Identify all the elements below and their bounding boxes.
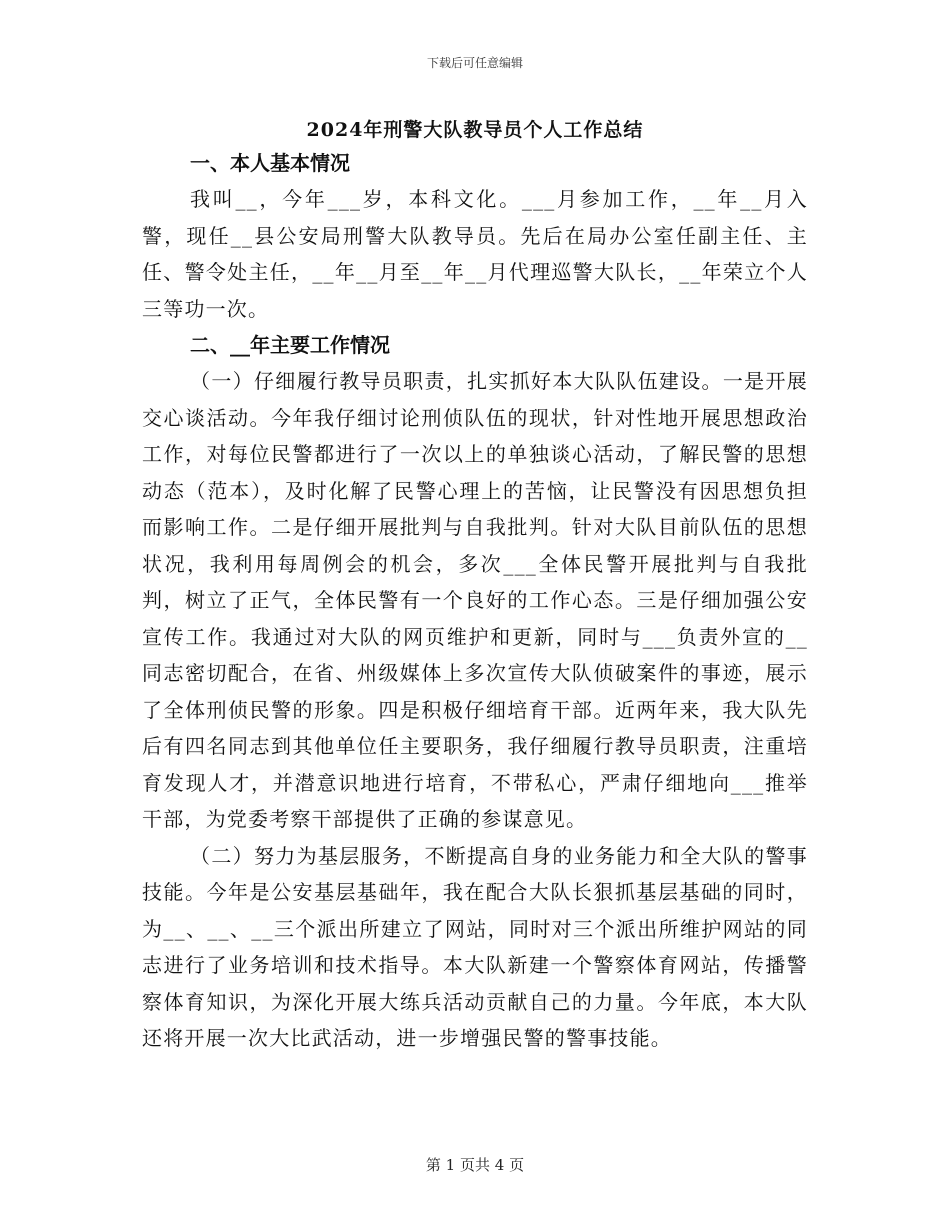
paragraph-service: （二）努力为基层服务，不断提高自身的业务能力和全大队的警事技能。今年是公安基层基础年，我在配合大队长狠抓基层基础的同时，为__、__、__三个派出所建立了网站，同时对三个派出所维护网站的同志进行了业务培训和技术指导。本大队新建一个警察体育网站，传播警察体育知识，为深化开展大练兵活动贡献自己的力量。今年底，本大队还将开展一次大比武活动，进一步增强民警的警事技能。 [142,843,808,1050]
paragraph-basic-info: 我叫__，今年___岁，本科文化。___月参加工作，__年__月入警，现任__县公安局刑警大队教导员。先后在局办公室任副主任、主任、警令处主任，__年__月至__年__月代理巡警大队长，__年荣立个人三等功一次。 [142,187,808,321]
page-footer: 第 1 页共 4 页 [425,1156,525,1174]
document-body [142,145,808,1057]
section-heading-basic-info: 一、本人基本情况 [190,151,350,175]
section-heading-main-work: 二、__年主要工作情况 [190,333,390,357]
header-note: 下载后可任意编辑 [426,56,523,70]
document-title: 2024年刑警大队教导员个人工作总结 [306,119,644,141]
paragraph-duty: （一）仔细履行教导员职责，扎实抓好本大队队伍建设。一是开展交心谈活动。今年我仔细讨论刑侦队伍的现状，针对性地开展思想政治工作，对每位民警都进行了一次以上的单独谈心活动，了解民警的思想动态（范本），及时化解了民警心理上的苦恼，让民警没有因思想负担而影响工作。二是仔细开展批判与自我批判。针对大队目前队伍的思想状况，我利用每周例会的机会，多次___全体民警开展批判与自我批判，树立了正气，全体民警有一个良好的工作心态。三是仔细加强公安宣传工作。我通过对大队的网页维护和更新，同时与___负责外宣的__同志密切配合，在省、州级媒体上多次宣传大队侦破案件的事迹，展示了全体刑侦民警的形象。四是积极仔细培育干部。近两年来，我大队先后有四名同志到其他单位任主要职务，我仔细履行教导员职责，注重培育发现人才，并潜意识地进行培育，不带私心，严肃仔细地向___推举干部，为党委考察干部提供了正确的参谋意见。 [142,369,808,831]
